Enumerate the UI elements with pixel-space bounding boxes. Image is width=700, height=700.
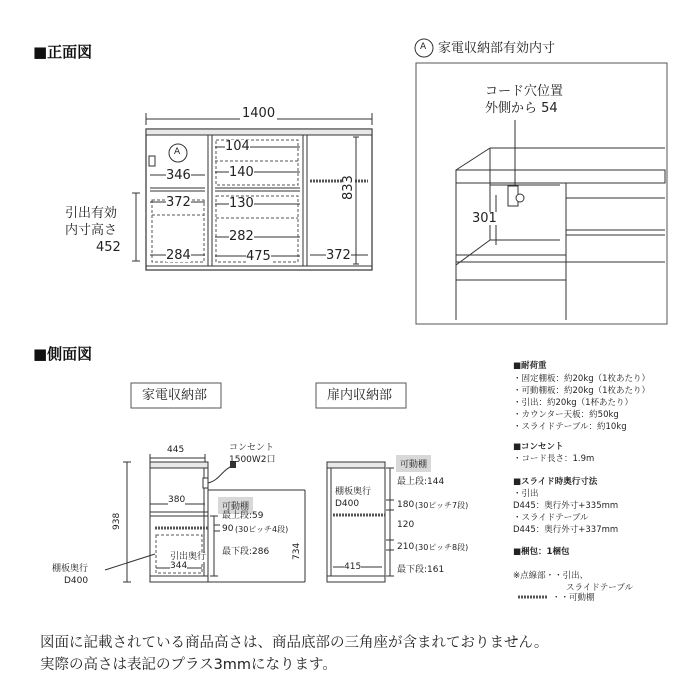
dim-938: 938 (112, 512, 122, 530)
movable-shelf-tag: 可動棚 (218, 497, 253, 514)
drawer-depth-label: 引出奥行 (170, 552, 207, 562)
side-view-title: ■側面図 (33, 345, 93, 363)
drawer-height-label-1: 引出有効 (65, 206, 118, 221)
dim-833: 833 (341, 175, 356, 200)
cord-hole-label-2: 外側から 54 (485, 101, 558, 116)
right-pitch-210-note: (30ピッチ8段) (415, 543, 469, 552)
dim-344: 344 (170, 561, 188, 571)
right-movable-shelf-tag: 可動棚 (396, 455, 431, 472)
appliance-section-label: 家電収納部 (142, 388, 208, 403)
outlet-item: ・コード長さ：1.9m (513, 454, 595, 464)
dim-284: 284 (166, 248, 191, 263)
detail-title: 家電収納部有効内寸 (438, 41, 556, 56)
legend-dotted-2: スライドテーブル (566, 583, 633, 593)
detail-circle-a: A (420, 42, 427, 52)
right-pitch-180: 180 (397, 500, 415, 510)
cord-hole-label-1: コード穴位置 (485, 84, 564, 99)
pitch-90: 90 (222, 524, 234, 534)
drawer-height-value: 452 (96, 240, 121, 255)
dim-282: 282 (229, 229, 254, 244)
load-item: ・カウンター天板：約50kg (513, 410, 619, 420)
front-view-title: ■正面図 (33, 43, 93, 61)
shelf-depth-label-2: D400 (64, 576, 89, 586)
load-item: ・引出：約20kg（1杯あたり） (513, 398, 634, 408)
right-top-tier-144: 最上段:144 (397, 477, 445, 487)
load-item: ・スライドテーブル：約10kg (513, 422, 627, 432)
load-item: ・固定棚板：約20kg（1枚あたり） (513, 374, 651, 384)
shelf-depth-label-1: 棚板奥行 (52, 564, 89, 574)
dim-445: 445 (167, 445, 185, 455)
slide-title: ■スライド時奥行寸法 (513, 477, 598, 487)
slide-item: ・引出 (513, 489, 539, 499)
pitch-90-note: (30ピッチ4段) (235, 525, 289, 534)
right-pitch-180-note: (30ピッチ7段) (415, 501, 469, 510)
circle-a-label: A (174, 147, 181, 157)
dim-346: 346 (166, 168, 191, 183)
load-item: ・可動棚板：約20kg（1枚あたり） (513, 386, 651, 396)
dim-475: 475 (246, 249, 271, 264)
right-shelf-depth-label-1: 棚板奥行 (335, 487, 372, 497)
dim-130: 130 (229, 196, 254, 211)
outlet-title: ■コンセント (513, 442, 564, 452)
footer-line-2: 実際の高さは表記のプラス3mmになります。 (40, 657, 337, 673)
load-title: ■耐荷重 (513, 361, 547, 371)
dim-140: 140 (229, 165, 254, 180)
dim-380: 380 (168, 495, 186, 505)
slide-item: D445：奥行外寸+335mm (513, 501, 619, 511)
drawer-height-label-2: 内寸高さ (65, 223, 118, 238)
door-section-label: 扉内収納部 (327, 388, 393, 403)
dim-372a: 372 (166, 195, 191, 210)
right-dim-415: 415 (344, 562, 362, 572)
pack-title: ■梱包：1梱包 (513, 547, 570, 557)
legend-movable: ・・可動棚 (552, 593, 595, 603)
outlet-label-1: コンセント (229, 443, 275, 453)
dim-104: 104 (225, 139, 250, 154)
right-pitch-210: 210 (397, 542, 415, 552)
dim-734: 734 (292, 542, 302, 560)
top-tier-59: 最上段:59 (222, 511, 264, 521)
bottom-tier-286: 最下段:286 (222, 547, 270, 557)
outlet-label-2: 1500W2口 (229, 455, 276, 465)
slide-item: ・スライドテーブル (513, 513, 589, 523)
legend-dotted: ※点線部・・引出、 (513, 571, 589, 581)
slide-item: D445：奥行外寸+337mm (513, 525, 619, 535)
right-bottom-tier-161: 最下段:161 (397, 565, 445, 575)
footer-line-1: 図面に記載されている商品高さは、商品底部の三角座が含まれておりません。 (40, 635, 549, 651)
right-dim-120: 120 (397, 520, 415, 530)
dim-372b: 372 (326, 248, 351, 263)
dim-1400: 1400 (242, 106, 276, 121)
dim-301: 301 (472, 211, 497, 226)
right-shelf-depth-label-2: D400 (335, 499, 360, 509)
